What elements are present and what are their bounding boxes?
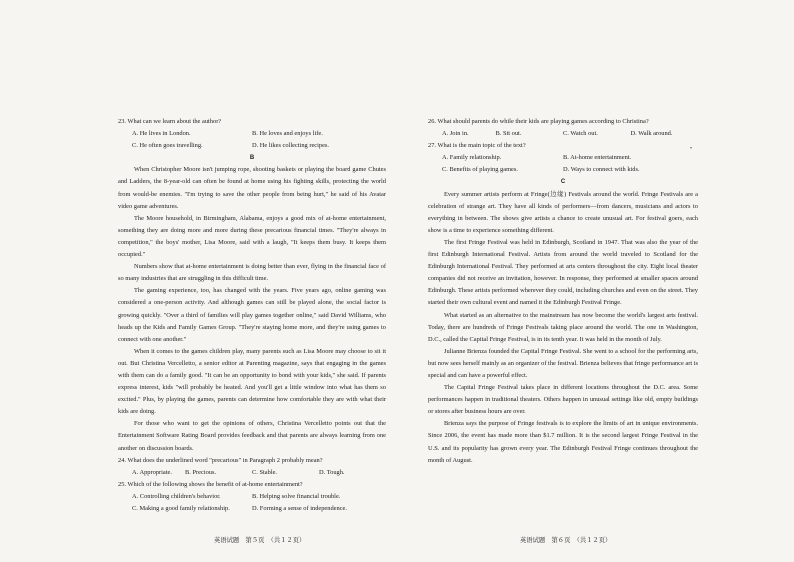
question-23: 23. What can we learn about the author? [118, 118, 222, 125]
passage-paragraph: Every summer artists perform at Fringe(边缘) Festivals around the world. Fringe Festivals are a celebration of strange art. They have all kinds of performers—from dancers, musicians and actors to everything in between. The shows give artists a chance to create unusual art. For festival goers, each show is a time to experience something different. [428, 190, 698, 234]
section-heading-c: C [560, 179, 566, 186]
passage-paragraph: The Capital Fringe Festival takes place in different locations throughout the D.C. area. Some performances happen in traditional theaters. Others happen in unusual settings like old, empty buildings or stores after business hours are over. [428, 384, 698, 416]
option: B. Helping solve financial trouble. [252, 492, 341, 500]
option: A. Join in. [442, 130, 469, 138]
question-26-options [428, 128, 698, 140]
passage-paragraph: Julianne Brienza founded the Capital Fringe Festival. She went to a school for the performing arts, but now sees herself mainly as an organizer of the festival. Brienza believes that fringe performance art is special and can have a powerful effect. [428, 347, 698, 379]
passage-paragraph: When it comes to the games children play, many parents such as Lisa Moore may choose to sit it out. But Christina Vercelletto, a senior editor at Parenting magazine, says that engaging in the games with them can do a family good. "It can be an opportunity to bond with your kids," she said. If parents express interest, kids "will probably be heated. And you'll get a little window into what has them so excited." Plus, by playing the games, parents can determine how comfortable they are with what their kids are doing. [118, 347, 386, 416]
scan-speck: • [690, 146, 693, 152]
option: C. Stable. [252, 468, 278, 476]
option: D. He likes collecting recipes. [252, 142, 330, 150]
option: B. Precious. [185, 468, 217, 476]
question-24: 24. What does the underlined word "precarious" in Paragraph 2 probably mean? [118, 456, 323, 464]
option: D. Forming a sense of independence. [252, 505, 347, 512]
option: B. He loves and enjoys life. [252, 130, 323, 138]
passage-paragraph: The gaming experience, too, has changed with the years. Five years ago, online gaming was considered a one-person activity. And although games can still be played alone, the social factor is growing quickly. "Over a third of families will play games together online," said David Williams, who heads up the Kids and Family Games Group. "They're staying home more, and they're using games to connect with one another." [118, 287, 386, 343]
option: C. He often goes travelling. [132, 142, 203, 150]
passage-paragraph: When Christopher Moore isn't jumping rope, shooting baskets or playing the board game Chutes and Ladders, the 8-year-old can often be found at home using his fighting skills, protecting the world from would-be enemies. "I'm trying to save the other people from being hurt," he said of his Avatar video game adventures. [118, 166, 386, 210]
option: B. Sit out. [495, 130, 522, 138]
left-column [118, 116, 386, 515]
option: B. At-home entertainment. [563, 154, 632, 162]
passage-paragraph: The first Fringe Festival was held in Edinburgh, Scotland in 1947. That was also the year of the first Edinburgh International Festival. Artists from around the world traveled to Scotland for the Edinburgh International Festival. They performed at arts centers throughout the city. Eight local theater companies did not receive an invitation, however. In response, they performed at smaller spaces around Edinburgh. These artists performed wherever they could, including churches and even on the street. They started their own cultural event and named it the Edinburgh Festival Fringe. [428, 238, 698, 307]
page-footer-left: 英语试题 第５页 （共１２页） [214, 537, 306, 544]
right-column [428, 116, 698, 467]
option: C. Benefits of playing games. [442, 166, 518, 174]
question-26: 26. What should parents do while their kids are playing games according to Christina? [428, 118, 649, 125]
option: D. Walk around. [630, 130, 673, 138]
passage-paragraph: Brienza says the purpose of Fringe festivals is to explore the limits of art in unique environments. Since 2006, the event has made more than $1.7 million. It is the second largest Fringe Festival in the U.S. and its popularity has grown every year. The Edinburgh Festival Fringe continues throughout the month of August. [428, 420, 698, 464]
passage-paragraph: The Moore household, in Birmingham, Alabama, enjoys a good mix of at-home entertainment, something they are doing more and more during these precarious financial times. "They're always in competition," the boys' mother, Lisa Moore, said with a laugh, "It keeps them busy. It keeps them occupied." [118, 214, 386, 259]
question-27: 27. What is the main topic of the text? [428, 142, 526, 150]
question-23-options [118, 128, 386, 152]
question-24-options [118, 467, 386, 479]
option: C. Watch out. [563, 130, 598, 138]
question-25: 25. Which of the following shows the benefit of at-home entertainment? [118, 480, 303, 488]
question-27-options [428, 152, 698, 176]
page-footer-right: 英语试题 第６页 （共１２页） [520, 537, 612, 544]
passage-paragraph: Numbers show that at-home entertainment is doing better than ever, flying in the financial face of so many industries that are struggling in this difficult time. [118, 263, 386, 283]
option: A. Family relationship. [442, 154, 502, 162]
option: A. He lives in London. [132, 130, 191, 138]
question-25-options [118, 491, 386, 515]
passage-paragraph: For those who want to get the opinions of others, Christina Vercelletto points out that the Entertainment Software Rating Board provides feedback and that parents are always learning from one another on discussion boards. [118, 420, 386, 452]
option: D. Ways to connect with kids. [563, 166, 640, 174]
option: A. Controlling children's behavior. [132, 492, 221, 500]
option: A. Appropriate. [132, 468, 172, 476]
option: C. Making a good family relationship. [132, 505, 230, 512]
passage-paragraph: What started as an alternative to the mainstream has now become the world's largest arts festival. Today, there are hundreds of Fringe Festivals taking place around the world. The one in Washington, D.C., called the Capital Fringe Festival, is in its tenth year. It was held in the month of July. [428, 311, 698, 343]
option: D. Tough. [319, 468, 345, 476]
section-heading-b: B [249, 155, 255, 162]
